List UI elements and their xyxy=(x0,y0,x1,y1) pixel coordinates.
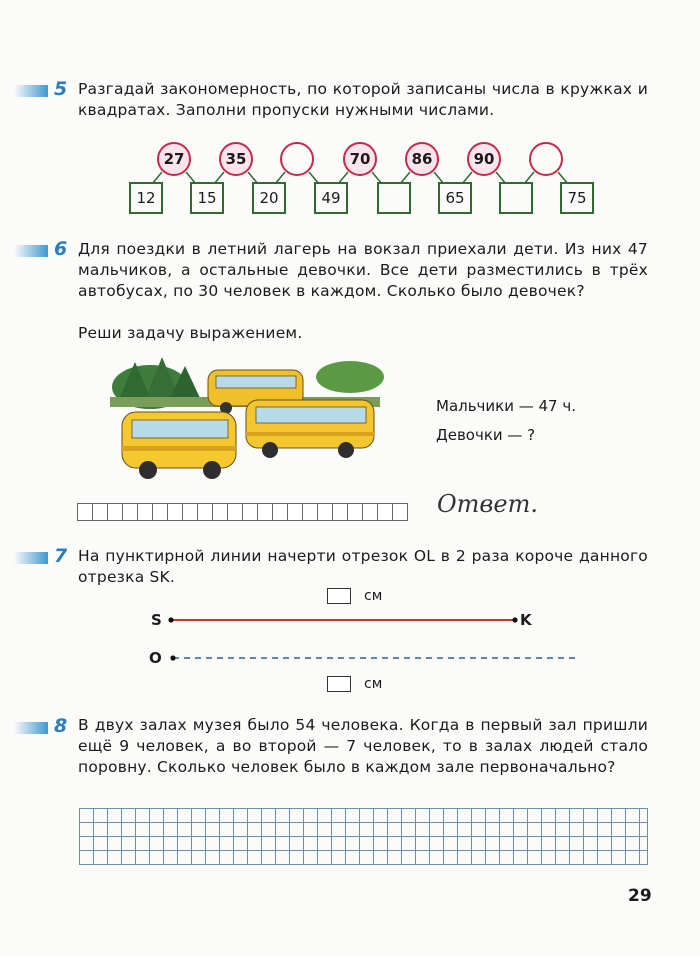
point-k-label: K xyxy=(520,611,532,629)
unit-label: см xyxy=(364,588,383,604)
pattern-square: 65 xyxy=(438,182,472,214)
pattern-square-blank[interactable] xyxy=(377,182,411,214)
pattern-circle: 86 xyxy=(405,142,439,176)
answer-cell[interactable] xyxy=(107,503,123,521)
answer-cells[interactable] xyxy=(77,503,407,521)
task-number: 8 xyxy=(54,715,68,737)
answer-cell[interactable] xyxy=(347,503,363,521)
task-instruction: Реши задачу выражением. xyxy=(78,324,303,342)
answer-cell[interactable] xyxy=(77,503,93,521)
unit-label: см xyxy=(364,676,383,692)
pattern-square: 75 xyxy=(560,182,594,214)
note-girls: Девочки — ? xyxy=(436,426,536,444)
pattern-square: 15 xyxy=(190,182,224,214)
answer-cell[interactable] xyxy=(317,503,333,521)
pattern-square: 12 xyxy=(129,182,163,214)
task-number: 6 xyxy=(54,238,68,260)
point-o-label: O xyxy=(149,649,162,667)
task-text: Для поездки в летний лагерь на вокзал приехали дети. Из них 47 мальчиков, а остальные девочки. Все дети разместились в трёх автобусах, по 30 человек в каждом. Сколько было девочек? xyxy=(78,240,648,300)
pattern-connectors xyxy=(0,0,700,230)
task-text: На пунктирной линии начерти отрезок OL в 2 раза короче данного отрезка SK. xyxy=(78,547,648,586)
task-text: Разгадай закономерность, по которой записаны числа в кружках и квадратах. Заполни пропуски нужными числами. xyxy=(78,80,648,119)
answer-cell[interactable] xyxy=(302,503,318,521)
task-number: 5 xyxy=(54,78,68,100)
answer-cell[interactable] xyxy=(392,503,408,521)
answer-cell[interactable] xyxy=(362,503,378,521)
solution-grid[interactable] xyxy=(79,808,648,865)
answer-cell[interactable] xyxy=(272,503,288,521)
task-marker xyxy=(14,238,68,260)
answer-cell[interactable] xyxy=(287,503,303,521)
answer-cell[interactable] xyxy=(167,503,183,521)
answer-label: Ответ. xyxy=(437,490,538,518)
task-number: 7 xyxy=(54,545,68,567)
pattern-square: 20 xyxy=(252,182,286,214)
answer-cell[interactable] xyxy=(227,503,243,521)
pattern-circle-blank[interactable] xyxy=(280,142,314,176)
pattern-circle: 27 xyxy=(157,142,191,176)
task-marker xyxy=(14,545,68,567)
pattern-circle-blank[interactable] xyxy=(529,142,563,176)
task-marker xyxy=(14,715,68,737)
answer-cell[interactable] xyxy=(212,503,228,521)
note-boys: Мальчики — 47 ч. xyxy=(436,397,577,415)
answer-cell[interactable] xyxy=(197,503,213,521)
answer-cell[interactable] xyxy=(137,503,153,521)
page-number: 29 xyxy=(628,886,652,906)
answer-cell[interactable] xyxy=(152,503,168,521)
buses-illustration xyxy=(100,352,390,480)
answer-cell[interactable] xyxy=(242,503,258,521)
answer-cell[interactable] xyxy=(182,503,198,521)
answer-cell[interactable] xyxy=(92,503,108,521)
point-s-label: S xyxy=(151,611,162,629)
answer-cell[interactable] xyxy=(332,503,348,521)
pattern-square: 49 xyxy=(314,182,348,214)
pattern-circle: 70 xyxy=(343,142,377,176)
task-text: В двух залах музея было 54 человека. Когда в первый зал пришли ещё 9 человек, а во второй — 7 человек, то в залах людей стало поровну. Сколько человек было в каждом зале первоначально? xyxy=(78,716,648,776)
answer-cell[interactable] xyxy=(377,503,393,521)
answer-cell[interactable] xyxy=(122,503,138,521)
segments xyxy=(0,600,700,680)
pattern-square-blank[interactable] xyxy=(499,182,533,214)
length-answer-box[interactable] xyxy=(327,676,351,692)
pattern-circle: 90 xyxy=(467,142,501,176)
pattern-circle: 35 xyxy=(219,142,253,176)
answer-cell[interactable] xyxy=(257,503,273,521)
